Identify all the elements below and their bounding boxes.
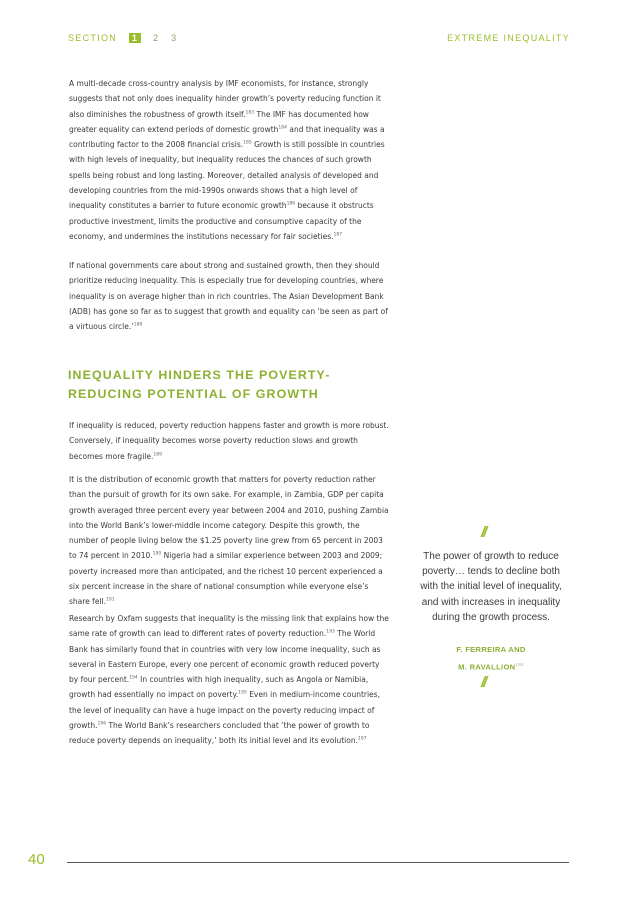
- section-2-link[interactable]: 2: [153, 33, 160, 43]
- footer-divider: [67, 862, 569, 863]
- paragraph-text: and that inequality was a contributing factor to the 2008 financial crisis.: [69, 124, 385, 150]
- paragraph-text: Nigeria had a similar experience between 2003 and 2009; poverty increased more than anticipated, and the richest 10 percent experienced a six percent increase in the share of national consumption while everyone else’s share fell.: [69, 551, 383, 607]
- body-paragraph: [69, 472, 389, 610]
- paragraph-text: The World Bank has similarly found that in countries with very low income inequality, such as several in Eastern Europe, every one percent of economic growth reduced poverty by four percent.: [69, 629, 381, 685]
- footnote-ref[interactable]: 183: [245, 110, 255, 116]
- body-paragraph: [69, 258, 389, 334]
- footnote-ref[interactable]: 185: [243, 140, 252, 146]
- paragraph-text: because it obstructs productive investment, limits the productive and consumptive capacity of the economy, and undermines the institutions necessary for fair societies.: [69, 201, 374, 241]
- section-heading: INEQUALITY HINDERS THE POVERTY-REDUCING POTENTIAL OF GROWTH: [68, 368, 331, 401]
- footnote-ref[interactable]: 195: [238, 690, 247, 696]
- section-1-link[interactable]: 1: [129, 33, 141, 43]
- paragraph-text: Research by Oxfam suggests that inequality is the missing link that explains how the same rate of growth can lead to different rates of poverty reduction.: [69, 614, 389, 639]
- footnote-ref[interactable]: 184: [278, 125, 287, 131]
- body-paragraph: [69, 76, 389, 244]
- chapter-title: EXTREME INEQUALITY: [447, 33, 570, 43]
- paragraph-text: Growth is still possible in countries with high levels of inequality, but inequality reduces the chances of such growth spells being robust and long lasting. Moreover, detailed analysis of developed and developing countries from the mid-1990s onwards shows that a high level of inequality constitutes a barrier to future economic growth: [69, 140, 385, 211]
- pull-quote-text: The power of growth to reduce poverty… tends to decline both with the initial level of inequality, and with increases in inequality during the growth process.: [420, 551, 562, 623]
- section-label: SECTION: [68, 33, 118, 43]
- open-quote-icon: //: [481, 524, 486, 541]
- close-quote-icon: //: [481, 674, 486, 691]
- body-paragraph: [69, 418, 389, 464]
- paragraph-text: A multi-decade cross-country analysis by IMF economists, for instance, strongly suggests that not only does inequality hinder growth’s poverty reducing function it also diminishes the robustness of growth itself.: [69, 79, 381, 119]
- author-line-1: F. FERREIRA AND: [456, 645, 526, 654]
- footnote-ref[interactable]: 191: [105, 597, 115, 603]
- section-3-link[interactable]: 3: [171, 33, 178, 43]
- page-number: 40: [28, 851, 45, 868]
- footnote-ref[interactable]: 193: [326, 629, 335, 635]
- footnote-ref[interactable]: 197: [357, 736, 367, 742]
- paragraph-text: If inequality is reduced, poverty reduction happens faster and growth is more robust. Conversely, if inequality becomes worse poverty reduction slows and growth becomes more fragile.: [69, 421, 389, 461]
- paragraph-text: In countries with high inequality, such as Angola or Namibia, growth had essentially no impact on poverty.: [69, 675, 369, 700]
- footnote-ref[interactable]: 190: [152, 551, 162, 557]
- paragraph-text: If national governments care about strong and sustained growth, then they should prioritize reducing inequality. This is especially true for developing countries, where inequality is on average higher than in rich countries. The Asian Development Bank (ADB) has gone so far as to suggest that growth and equality can ‘be seen as part of a virtuous circle.’: [69, 261, 388, 332]
- footnote-ref[interactable]: 187: [333, 232, 343, 238]
- footnote-ref[interactable]: 194: [129, 675, 138, 681]
- footnote-ref[interactable]: 188: [133, 322, 143, 328]
- section-nav: [68, 33, 185, 43]
- footnote-ref[interactable]: 196: [97, 721, 107, 727]
- paragraph-text: Even in medium-income countries, the level of inequality can have a huge impact on the poverty reducing impact of growth.: [69, 690, 380, 731]
- body-paragraph: [69, 611, 389, 749]
- paragraph-text: It is the distribution of economic growth that matters for poverty reduction rather than the pursuit of growth for its own sake. For example, in Zambia, GDP per capita growth averaged three percent every year between 2004 and 2010, pushing Zambia into the World Bank’s lower-middle income category. Despite this growth, the number of people living below the $1.25 poverty line grew from 65 percent in 2003 to 74 percent in 2010.: [69, 475, 389, 561]
- page-header: [68, 33, 570, 47]
- author-line-2: M. RAVALLION: [458, 662, 516, 672]
- pull-quote-author: [418, 642, 564, 675]
- footnote-ref[interactable]: 186: [286, 201, 296, 207]
- paragraph-text: The IMF has documented how greater equality can extend periods of domestic growth: [69, 109, 369, 134]
- footnote-ref[interactable]: 189: [153, 452, 162, 458]
- paragraph-text: The World Bank’s researchers concluded that ‘the power of growth to reduce poverty depends on inequality,’ both its initial level and its evolution.: [69, 721, 370, 746]
- author-footnote-ref[interactable]: 192: [515, 662, 524, 667]
